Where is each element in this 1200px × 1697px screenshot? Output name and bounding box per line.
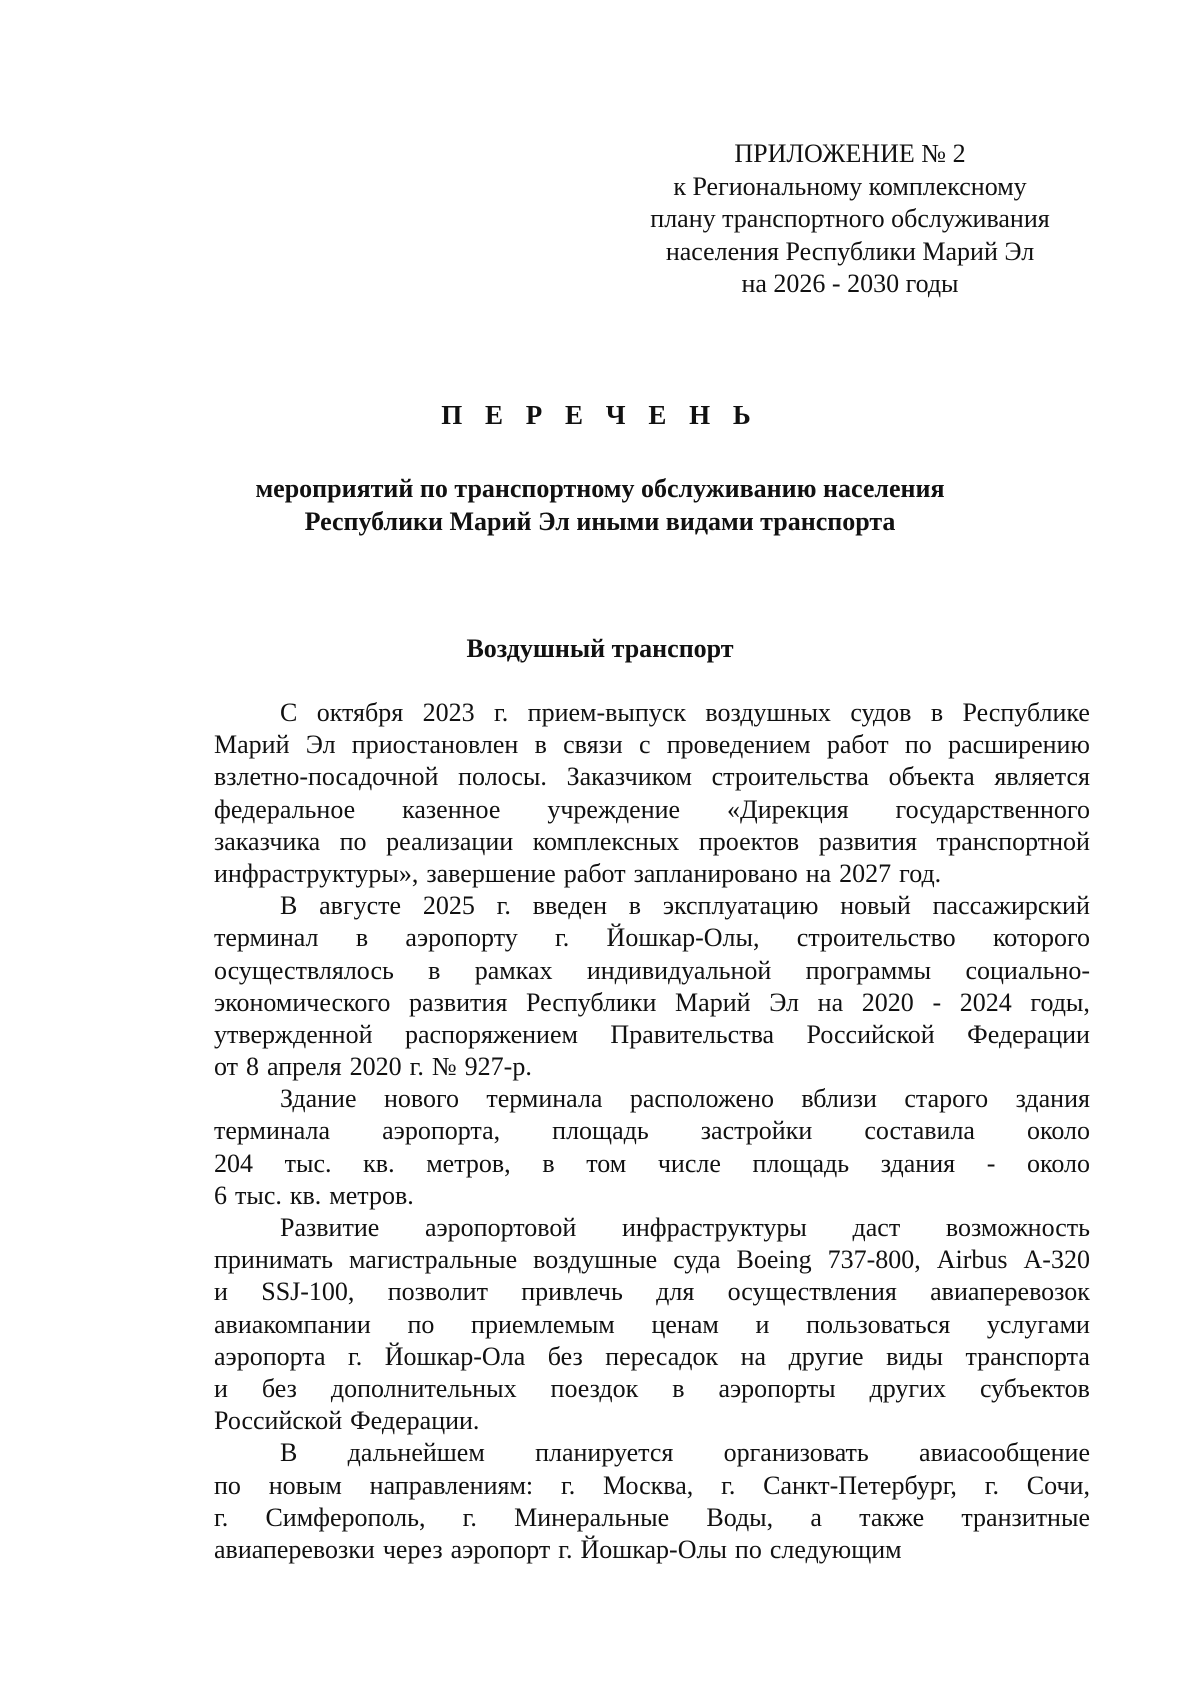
paragraph-line: экономического развития Республики Марий Эл на 2020 - 2024 годы, [214, 987, 1090, 1017]
paragraph-line: Здание нового терминала расположено вблизи старого здания [280, 1084, 1090, 1114]
paragraph-line: авиаперевозки через аэропорт г. Йошкар-Олы по следующим [214, 1534, 902, 1564]
paragraph-line: аэропорта г. Йошкар-Ола без пересадок на другие виды транспорта [214, 1341, 1090, 1371]
paragraph-line: С октября 2023 г. прием-выпуск воздушных судов в Республике [280, 698, 1090, 727]
appendix-line: плану транспортного обслуживания [650, 204, 1050, 233]
paragraph [214, 1083, 1090, 1212]
paragraph-line: В августе 2025 г. введен в эксплуатацию новый пассажирский [280, 891, 1090, 921]
paragraph-line: терминала аэропорта, площадь застройки составила около [214, 1116, 1090, 1146]
paragraph [214, 1212, 1090, 1437]
paragraph-line: и без дополнительных поездок в аэропорты других субъектов [214, 1373, 1090, 1403]
subtitle-line: Республики Марий Эл иными видами транспорта [304, 507, 896, 536]
paragraph [214, 697, 1090, 890]
paragraph-line: заказчика по реализации комплексных проектов развития транспортной [214, 826, 1090, 856]
paragraph-line: В дальнейшем планируется организовать авиасообщение [280, 1438, 1090, 1468]
appendix-header [610, 138, 1090, 301]
paragraph [214, 1437, 1090, 1566]
section-heading: Воздушный транспорт [466, 634, 734, 663]
paragraph-line: осуществлялось в рамках индивидуальной программы социально- [214, 955, 1090, 985]
paragraph-line: 6 тыс. кв. метров. [214, 1180, 414, 1210]
paragraph-line: федеральное казенное учреждение «Дирекция государственного [214, 794, 1090, 824]
paragraph-line: от 8 апреля 2020 г. № 927-р. [214, 1052, 532, 1082]
appendix-line: на 2026 - 2030 годы [741, 269, 959, 298]
appendix-line: ПРИЛОЖЕНИЕ № 2 [734, 139, 966, 168]
paragraph-line: авиакомпании по приемлемым ценам и пользоваться услугами [214, 1309, 1090, 1339]
paragraph-line: г. Симферополь, г. Минеральные Воды, а также транзитные [214, 1502, 1090, 1532]
paragraph-line: принимать магистральные воздушные суда Boeing 737-800, Airbus A-320 [214, 1245, 1090, 1275]
body-text [214, 697, 1090, 1566]
paragraph-line: терминал в аэропорту г. Йошкар-Олы, строительство которого [214, 923, 1090, 953]
appendix-line: к Региональному комплексному [673, 171, 1027, 201]
paragraph-line: и SSJ-100, позволит привлечь для осуществления авиаперевозок [214, 1277, 1090, 1307]
document-title: П Е Р Е Ч Е Н Ь [441, 400, 759, 430]
paragraph-line: инфраструктуры», завершение работ запланировано на 2027 год. [214, 858, 942, 888]
subtitle-line: мероприятий по транспортному обслуживанию населения [255, 474, 945, 503]
paragraph [214, 890, 1090, 1083]
paragraph-line: взлетно-посадочной полосы. Заказчиком строительства объекта является [214, 762, 1090, 792]
paragraph-line: 204 тыс. кв. метров, в том числе площадь здания - около [214, 1148, 1090, 1178]
paragraph-line: Марий Эл приостановлен в связи с проведением работ по расширению [214, 730, 1090, 760]
paragraph-line: по новым направлениям: г. Москва, г. Санкт-Петербург, г. Сочи, [214, 1470, 1090, 1500]
paragraph-line: утвержденной распоряжением Правительства Российской Федерации [214, 1019, 1090, 1049]
paragraph-line: Российской Федерации. [214, 1406, 480, 1436]
appendix-line: населения Республики Марий Эл [665, 236, 1035, 266]
document-subtitle [180, 472, 1020, 538]
paragraph-line: Развитие аэропортовой инфраструктуры даст возможность [280, 1213, 1090, 1242]
